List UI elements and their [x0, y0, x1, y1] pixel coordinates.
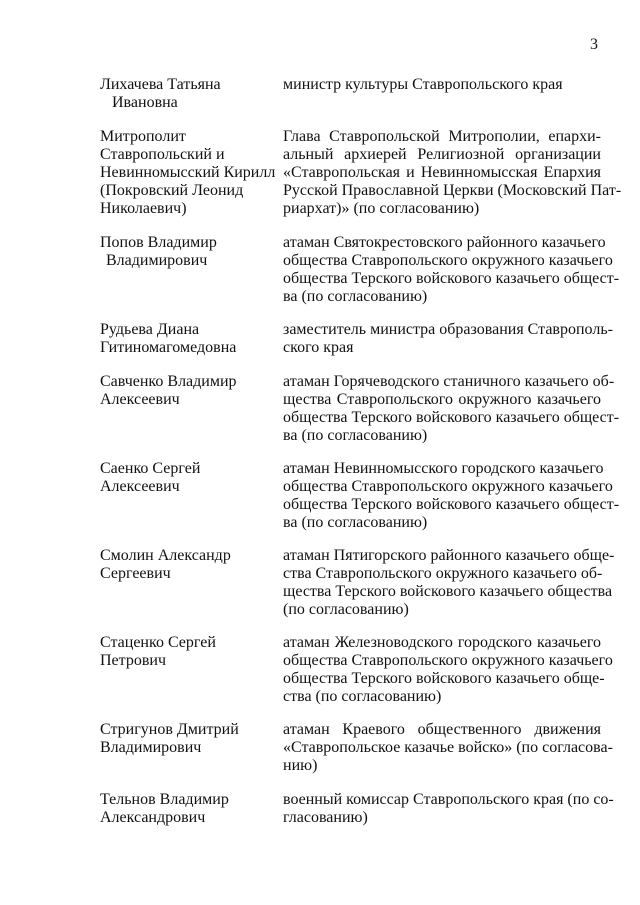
- position-line: ва (по согласованию): [283, 288, 428, 305]
- position-line: ства Ставропольского окружного казачьего об-: [283, 565, 603, 582]
- position-line: «Ставропольская и Невинномысская Епархия: [283, 164, 601, 181]
- name-line: Невинномысский Кирилл: [100, 164, 276, 181]
- position-line: общества Терского войскового казачьего общест-: [283, 496, 620, 513]
- name-line: Попов Владимир: [100, 234, 217, 251]
- position-line: ва (по согласованию): [283, 427, 428, 444]
- position-line: ва (по согласованию): [283, 514, 428, 531]
- name-line: Ивановна: [112, 94, 178, 111]
- position-line: общества Терского войскового казачьего общест-: [283, 270, 620, 287]
- position-line: общества Терского войскового казачьего общест-: [283, 409, 620, 426]
- person-name: [100, 373, 270, 409]
- person-position: [283, 373, 620, 445]
- position-line: альный архиерей Религиозной организации: [283, 146, 601, 163]
- position-line: министр культуры Ставропольского края: [283, 76, 563, 93]
- position-line: общества Ставропольского окружного казачьего: [283, 252, 613, 269]
- position-line: военный комиссар Ставропольского края (по со-: [283, 791, 614, 808]
- name-line: Стаценко Сергей: [100, 634, 216, 651]
- position-line: щества Терского войскового казачьего общества: [283, 583, 613, 600]
- person-name: [100, 76, 270, 112]
- person-name: [100, 721, 270, 757]
- position-line: Глава Ставропольской Митрополии, епархи-: [283, 128, 601, 145]
- name-line: Ставропольский и: [100, 146, 225, 163]
- name-line: Савченко Владимир: [100, 373, 237, 390]
- person-name: [100, 547, 270, 583]
- position-line: общества Ставропольского окружного казачьего: [283, 652, 613, 669]
- position-line: щества Ставропольского окружного казачьего: [283, 391, 601, 408]
- name-line: Петрович: [100, 652, 167, 669]
- position-line: риархат)» (по согласованию): [283, 200, 480, 217]
- position-line: атаман Краевого общественного движения: [283, 721, 601, 738]
- page-number: 3: [590, 36, 598, 53]
- name-line: Стригунов Дмитрий: [100, 721, 239, 738]
- position-line: Русской Православной Церкви (Московский Пат-: [283, 182, 622, 199]
- name-line: Владимирович: [106, 252, 208, 269]
- position-line: атаман Святокрестовского районного казачьего: [283, 234, 606, 251]
- person-position: [283, 721, 613, 775]
- person-position: [283, 460, 620, 532]
- person-name: [100, 791, 270, 827]
- person-position: [283, 547, 615, 619]
- name-line: Алексеевич: [100, 478, 180, 495]
- person-name: [100, 460, 270, 496]
- name-line: Лихачева Татьяна: [100, 76, 221, 93]
- name-line: Владимирович: [100, 739, 202, 756]
- name-line: Саенко Сергей: [100, 460, 201, 477]
- person-position: [283, 634, 613, 706]
- position-line: атаман Горячеводского станичного казачьего об-: [283, 373, 615, 390]
- person-name: [100, 321, 270, 357]
- person-position: [283, 791, 614, 827]
- name-line: Смолин Александр: [100, 547, 231, 564]
- position-line: атаман Пятигорского районного казачьего обще-: [283, 547, 615, 564]
- name-line: Николаевич): [100, 200, 187, 217]
- name-line: Митрополит: [100, 128, 186, 145]
- position-line: атаман Невинномысского городского казачьего: [283, 460, 604, 477]
- person-name: [100, 634, 270, 670]
- person-position: [283, 76, 601, 94]
- position-line: гласованию): [283, 809, 368, 826]
- person-position: [283, 234, 620, 306]
- position-line: ского края: [283, 339, 354, 356]
- name-line: Алексеевич: [100, 391, 180, 408]
- name-line: (Покровский Леонид: [100, 182, 244, 199]
- position-line: (по согласованию): [283, 601, 409, 618]
- name-line: Гитиномагомедовна: [100, 339, 237, 356]
- position-line: общества Терского войскового казачьего обще-: [283, 670, 605, 687]
- name-line: Рудьева Диана: [100, 321, 200, 338]
- name-line: Сергеевич: [100, 565, 171, 582]
- position-line: общества Ставропольского окружного казачьего: [283, 478, 613, 495]
- person-name: [100, 234, 270, 270]
- position-line: атаман Железноводского городского казачьего: [283, 634, 601, 651]
- position-line: нию): [283, 757, 318, 774]
- person-position: [283, 128, 622, 218]
- person-position: [283, 321, 613, 357]
- person-name: [100, 128, 276, 218]
- name-line: Александрович: [100, 809, 206, 826]
- position-line: «Ставропольское казачье войско» (по согласова-: [283, 739, 613, 756]
- name-line: Тельнов Владимир: [100, 791, 229, 808]
- position-line: заместитель министра образования Ставрополь-: [283, 321, 613, 338]
- position-line: ства (по согласованию): [283, 688, 442, 705]
